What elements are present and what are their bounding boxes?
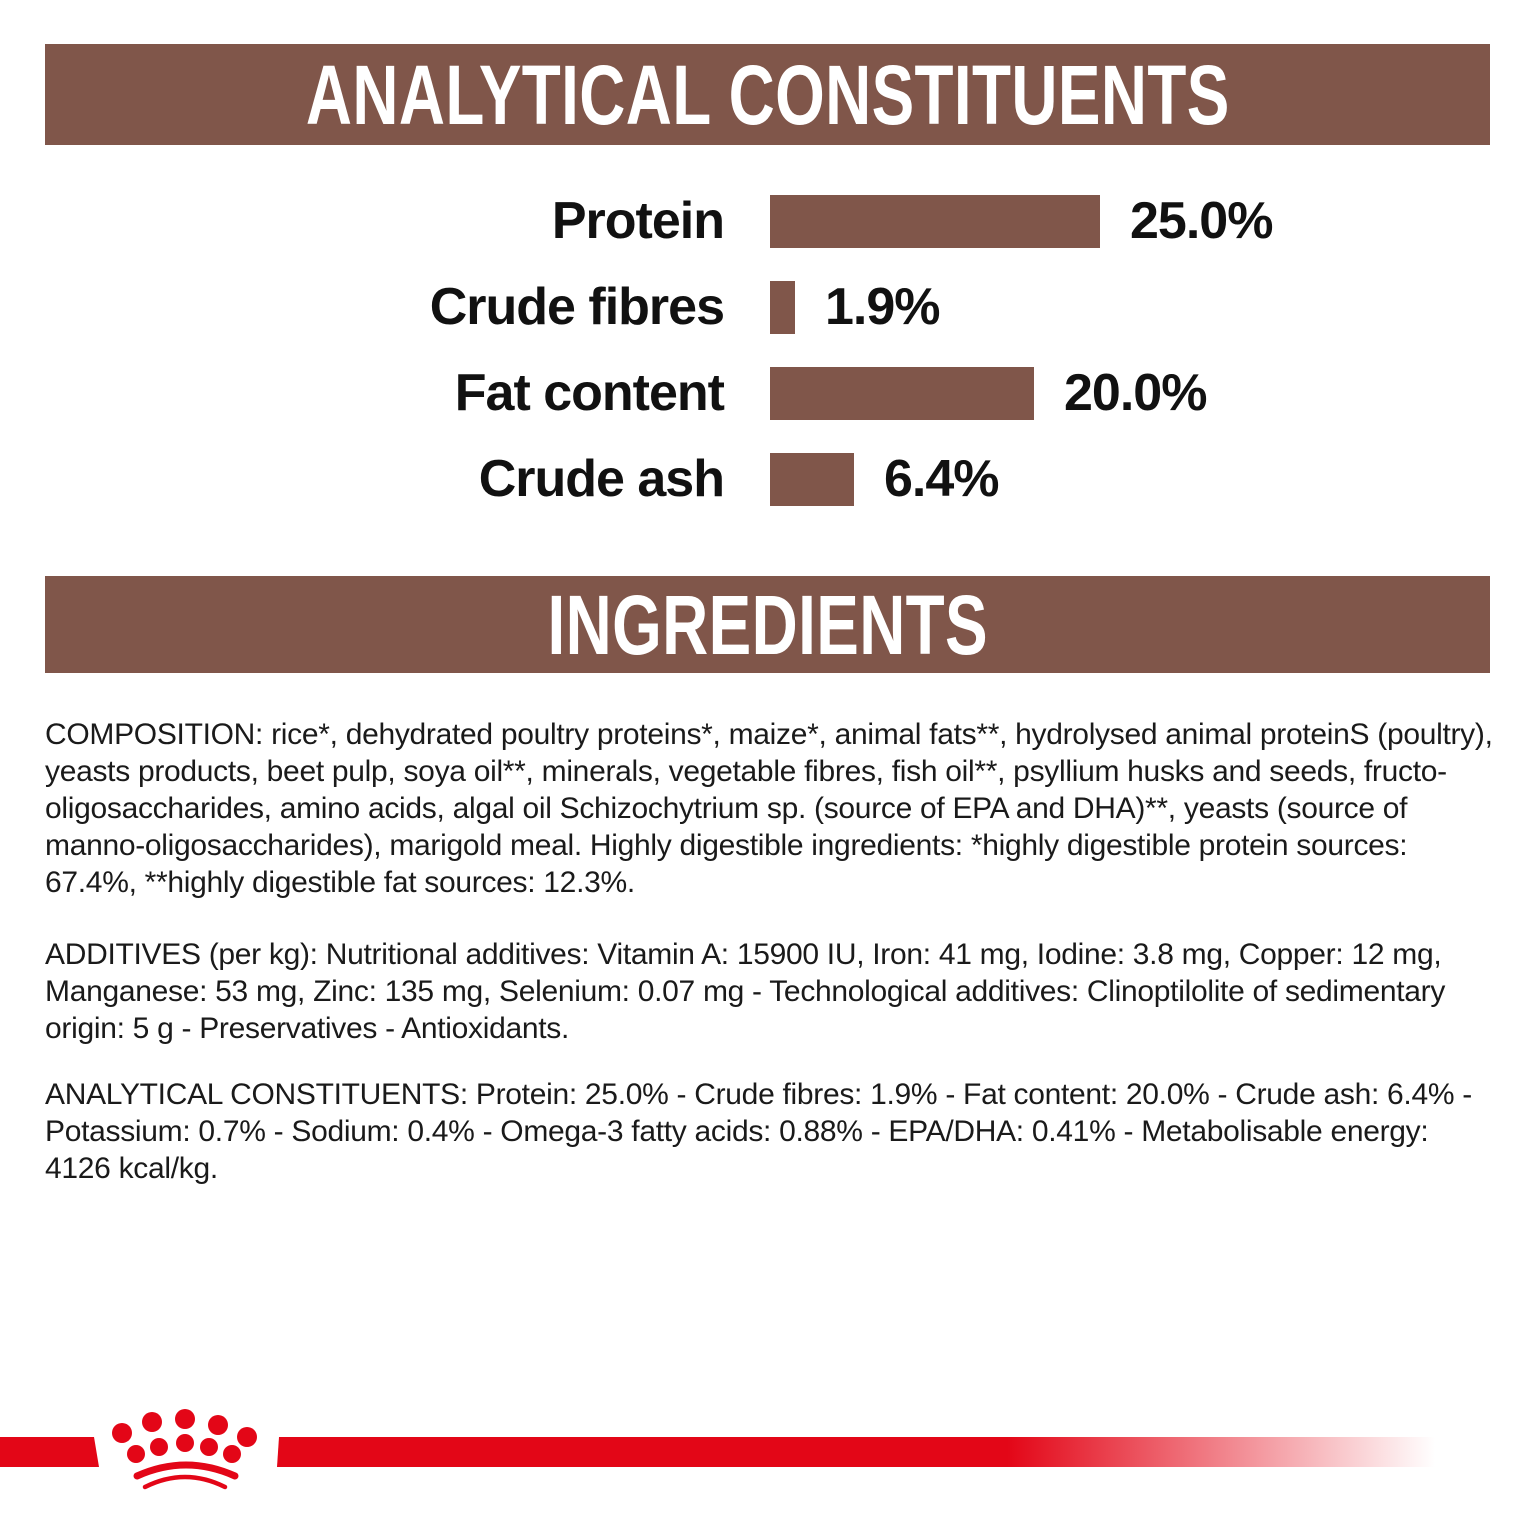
chart-row [45, 192, 1491, 250]
chart-category-label: Protein [551, 192, 724, 250]
chart-bar [770, 281, 795, 334]
ingredients-header [45, 576, 1490, 673]
chart-value-label: 25.0% [1130, 192, 1273, 250]
bar-chart [45, 192, 1491, 539]
analytical-constituents-title: ANALYTICAL CONSTITUENTS [305, 47, 1230, 142]
chart-category-label: Crude ash [478, 450, 724, 508]
analytical-constituents-paragraph: ANALYTICAL CONSTITUENTS: Protein: 25.0% - Crude fibres: 1.9% - Fat content: 20.0% - Crude ash: 6.4% - Potassium: 0.7% - Sodium: 0.4% - Omega-3 fatty acids: 0.88% - EPA/DHA: 0.41% - Metabolisable energy: 4126 kcal/kg. [45, 1078, 1472, 1185]
analytical-constituents-header [45, 44, 1490, 145]
chart-value-label: 6.4% [884, 450, 999, 508]
chart-row [45, 450, 1491, 508]
chart-row [45, 278, 1491, 336]
footer-ribbon-left [0, 1437, 99, 1467]
chart-value-label: 20.0% [1064, 364, 1207, 422]
chart-bar [770, 195, 1100, 248]
chart-category-label: Crude fibres [429, 278, 724, 336]
chart-category-label: Fat content [454, 364, 724, 422]
chart-value-label: 1.9% [825, 278, 940, 336]
additives-paragraph: ADDITIVES (per kg): Nutritional additives: Vitamin A: 15900 IU, Iron: 41 mg, Iodine: 3.8 mg, Copper: 12 mg, Manganese: 53 mg, Zinc: 135 mg, Selenium: 0.07 mg - Technological additives: Clinoptilolite of sedimentary origin: 5 g - Preservatives - Antioxidants. [45, 938, 1446, 1045]
royal-canin-crown-icon [102, 1409, 268, 1501]
ingredients-title: INGREDIENTS [547, 577, 988, 672]
footer-ribbon-right [277, 1437, 1536, 1467]
chart-row [45, 364, 1491, 422]
chart-bar [770, 367, 1034, 420]
chart-bar [770, 453, 854, 506]
composition-paragraph: COMPOSITION: rice*, dehydrated poultry proteins*, maize*, animal fats**, hydrolysed animal proteinS (poultry), yeasts products, beet pulp, soya oil**, minerals, vegetable fibres, fish oil**, psyllium husks and seeds, fructo-oligosaccharides, amino acids, algal oil Schizochytrium sp. (source of EPA and DHA)**, yeasts (source of manno-oligosaccharides), marigold meal. Highly digestible ingredients: *highly digestible protein sources: 67.4%, **highly digestible fat sources: 12.3%. [45, 718, 1493, 899]
